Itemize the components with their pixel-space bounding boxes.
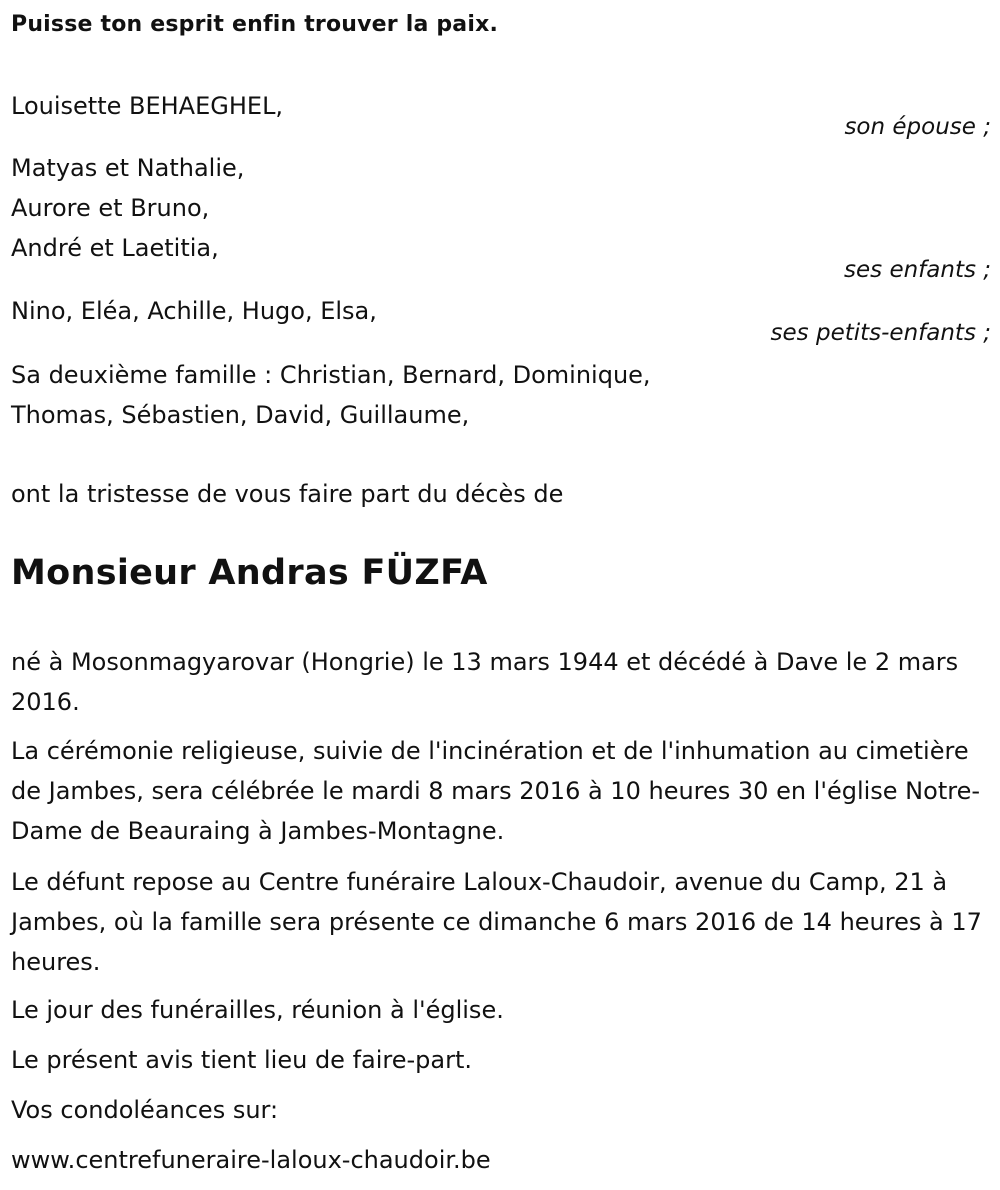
ceremony-paragraph: La cérémonie religieuse, suivie de l'incinération et de l'inhumation au cimetière de Jambes, sera célébrée le mardi 8 mars 2016 à 10 heures 30 en l'église Notre-Dame de Beauraing à Jambes-Montagne.	[11, 737, 980, 845]
condolences-label: Vos condoléances sur:	[11, 1096, 279, 1124]
deceased-name: Monsieur Andras FÜZFA	[11, 553, 488, 593]
spouse-role: son épouse ;	[844, 114, 991, 140]
child-couple-3: André et Laetitia,	[11, 234, 219, 262]
second-family-line-2: Thomas, Sébastien, David, Guillaume,	[11, 401, 470, 429]
grandchildren-names: Nino, Eléa, Achille, Hugo, Elsa,	[11, 297, 377, 325]
condolences-website-link[interactable]: www.centrefuneraire-laloux-chaudoir.be	[11, 1146, 491, 1174]
birth-death-paragraph: né à Mosonmagyarovar (Hongrie) le 13 mars 1944 et décédé à Dave le 2 mars 2016.	[11, 648, 959, 716]
funeral-day-paragraph: Le jour des funérailles, réunion à l'église.	[11, 996, 504, 1024]
grandchildren-role: ses petits-enfants ;	[770, 320, 991, 346]
child-couple-1: Matyas et Nathalie,	[11, 154, 245, 182]
motto: Puisse ton esprit enfin trouver la paix.	[11, 12, 499, 37]
children-role: ses enfants ;	[844, 257, 991, 283]
child-couple-2: Aurore et Bruno,	[11, 194, 210, 222]
rest-paragraph: Le défunt repose au Centre funéraire Laloux-Chaudoir, avenue du Camp, 21 à Jambes, où la famille sera présente ce dimanche 6 mars 2016 de 14 heures à 17 heures.	[11, 868, 982, 976]
announcement-text: ont la tristesse de vous faire part du décès de	[11, 480, 564, 508]
notice-paragraph: Le présent avis tient lieu de faire-part.	[11, 1046, 473, 1074]
spouse-name: Louisette BEHAEGHEL,	[11, 92, 284, 120]
second-family-line-1: Sa deuxième famille : Christian, Bernard, Dominique,	[11, 361, 651, 389]
